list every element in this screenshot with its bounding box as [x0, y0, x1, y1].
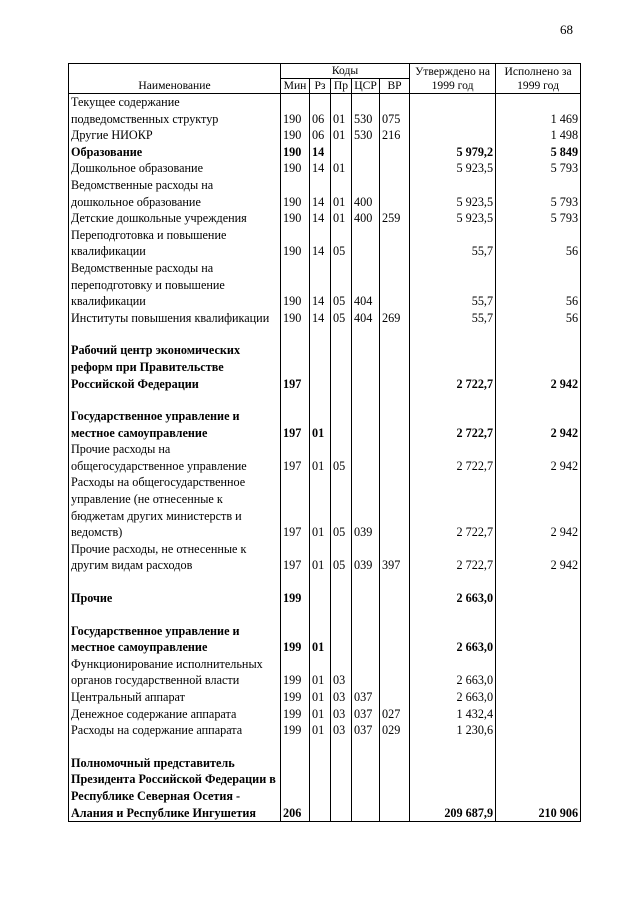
row-vr-code: 027	[380, 706, 410, 723]
row-rz-code: 01	[310, 722, 331, 739]
row-executed-value: 1 498	[496, 127, 581, 144]
row-name: Институты повышения квалификации	[69, 310, 281, 327]
row-name: Государственное управление и местное самоуправление	[69, 408, 281, 441]
row-vr-code: 029	[380, 722, 410, 739]
spacer-cell	[410, 326, 496, 342]
table-row	[69, 342, 581, 392]
row-executed-value: 56	[496, 260, 581, 310]
row-vr-code: 216	[380, 127, 410, 144]
header-pr: Пр	[331, 79, 352, 94]
table-row	[69, 755, 581, 822]
row-approved-value: 55,7	[410, 310, 496, 327]
spacer-cell	[331, 739, 352, 755]
row-rz-code: 14	[310, 227, 331, 260]
row-executed-value: 2 942	[496, 441, 581, 474]
spacer-cell	[380, 574, 410, 590]
row-executed-value	[496, 706, 581, 723]
row-name: Денежное содержание аппарата	[69, 706, 281, 723]
row-approved-value: 55,7	[410, 260, 496, 310]
header-min: Мин	[281, 79, 310, 94]
row-min-code: 197	[281, 541, 310, 574]
row-name: Текущее содержание подведомственных структур	[69, 94, 281, 128]
row-approved-value: 5 923,5	[410, 160, 496, 177]
table-body	[69, 94, 581, 822]
row-name: Рабочий центр экономических реформ при Правительстве Российской Федерации	[69, 342, 281, 392]
row-executed-value: 2 942	[496, 541, 581, 574]
row-approved-value: 5 923,5	[410, 177, 496, 210]
spacer-cell	[310, 607, 331, 623]
row-executed-value: 2 942	[496, 474, 581, 540]
spacer-row	[69, 607, 581, 623]
spacer-cell	[281, 326, 310, 342]
spacer-row	[69, 574, 581, 590]
row-vr-code: 075	[380, 94, 410, 128]
spacer-row	[69, 392, 581, 408]
row-name: Расходы на содержание аппарата	[69, 722, 281, 739]
row-executed-value: 5 793	[496, 177, 581, 210]
spacer-cell	[69, 326, 281, 342]
row-vr-code	[380, 408, 410, 441]
header-approved: Утверждено на 1999 год	[410, 64, 496, 94]
row-pr-code: 05	[331, 227, 352, 260]
spacer-cell	[69, 739, 281, 755]
spacer-cell	[281, 392, 310, 408]
row-min-code: 197	[281, 408, 310, 441]
row-vr-code: 397	[380, 541, 410, 574]
row-pr-code: 03	[331, 656, 352, 689]
row-csr-code: 039	[352, 474, 380, 540]
table-row	[69, 623, 581, 656]
row-name: Ведомственные расходы на переподготовку и повышение квалификации	[69, 260, 281, 310]
row-rz-code: 01	[310, 656, 331, 689]
row-name: Центральный аппарат	[69, 689, 281, 706]
row-min-code: 190	[281, 260, 310, 310]
row-pr-code	[331, 408, 352, 441]
row-rz-code: 14	[310, 210, 331, 227]
row-min-code: 190	[281, 160, 310, 177]
row-executed-value: 5 849	[496, 144, 581, 161]
row-min-code: 199	[281, 623, 310, 656]
spacer-cell	[496, 607, 581, 623]
page-number: 68	[560, 22, 573, 37]
row-vr-code	[380, 260, 410, 310]
row-vr-code	[380, 342, 410, 392]
table-row	[69, 177, 581, 210]
spacer-cell	[496, 326, 581, 342]
spacer-cell	[380, 739, 410, 755]
row-pr-code: 05	[331, 541, 352, 574]
spacer-cell	[310, 326, 331, 342]
row-csr-code	[352, 160, 380, 177]
table-row	[69, 260, 581, 310]
row-csr-code	[352, 755, 380, 822]
row-executed-value: 1 469	[496, 94, 581, 128]
row-rz-code: 14	[310, 310, 331, 327]
row-executed-value	[496, 623, 581, 656]
row-csr-code: 400	[352, 177, 380, 210]
row-pr-code	[331, 590, 352, 607]
spacer-cell	[310, 574, 331, 590]
row-pr-code: 01	[331, 177, 352, 210]
row-pr-code: 03	[331, 706, 352, 723]
budget-table	[68, 63, 581, 822]
header-rz: Рз	[310, 79, 331, 94]
row-pr-code: 01	[331, 160, 352, 177]
row-rz-code: 14	[310, 260, 331, 310]
row-pr-code: 05	[331, 260, 352, 310]
row-approved-value: 2 663,0	[410, 656, 496, 689]
spacer-cell	[352, 574, 380, 590]
row-vr-code	[380, 590, 410, 607]
row-min-code: 190	[281, 127, 310, 144]
row-csr-code: 037	[352, 689, 380, 706]
row-rz-code: 14	[310, 144, 331, 161]
row-min-code: 190	[281, 144, 310, 161]
row-csr-code: 037	[352, 722, 380, 739]
spacer-cell	[352, 326, 380, 342]
row-pr-code: 05	[331, 441, 352, 474]
row-min-code: 190	[281, 227, 310, 260]
row-min-code: 206	[281, 755, 310, 822]
row-pr-code: 01	[331, 94, 352, 128]
row-rz-code: 14	[310, 177, 331, 210]
spacer-row	[69, 739, 581, 755]
row-csr-code: 530	[352, 127, 380, 144]
row-min-code: 190	[281, 177, 310, 210]
row-approved-value: 2 663,0	[410, 689, 496, 706]
row-name: Расходы на общегосударственное управление (не отнесенные к бюджетам других министерств и ведомств)	[69, 474, 281, 540]
row-vr-code	[380, 144, 410, 161]
row-rz-code: 01	[310, 689, 331, 706]
row-name: Другие НИОКР	[69, 127, 281, 144]
row-vr-code	[380, 177, 410, 210]
row-min-code: 199	[281, 689, 310, 706]
row-csr-code	[352, 441, 380, 474]
row-rz-code: 01	[310, 706, 331, 723]
row-executed-value: 56	[496, 310, 581, 327]
row-csr-code: 039	[352, 541, 380, 574]
row-executed-value: 56	[496, 227, 581, 260]
row-min-code: 199	[281, 722, 310, 739]
table-row	[69, 441, 581, 474]
row-pr-code: 05	[331, 474, 352, 540]
spacer-cell	[410, 607, 496, 623]
row-approved-value: 5 923,5	[410, 210, 496, 227]
table-row	[69, 590, 581, 607]
table-row	[69, 144, 581, 161]
row-vr-code: 259	[380, 210, 410, 227]
spacer-cell	[281, 739, 310, 755]
row-approved-value: 2 722,7	[410, 541, 496, 574]
row-min-code: 199	[281, 656, 310, 689]
row-rz-code	[310, 342, 331, 392]
row-approved-value: 2 663,0	[410, 590, 496, 607]
spacer-cell	[310, 739, 331, 755]
spacer-cell	[496, 574, 581, 590]
row-vr-code	[380, 755, 410, 822]
table-row	[69, 474, 581, 540]
row-approved-value: 2 663,0	[410, 623, 496, 656]
row-csr-code	[352, 342, 380, 392]
row-csr-code	[352, 656, 380, 689]
row-executed-value	[496, 656, 581, 689]
row-csr-code	[352, 408, 380, 441]
row-rz-code: 14	[310, 160, 331, 177]
row-approved-value: 209 687,9	[410, 755, 496, 822]
table-row	[69, 160, 581, 177]
table-row	[69, 706, 581, 723]
row-name: Дошкольное образование	[69, 160, 281, 177]
row-name: Полномочный представитель Президента Российской Федерации в Республике Северная Осетия - Алания и Республике Ингушетия	[69, 755, 281, 822]
table-row	[69, 689, 581, 706]
row-min-code: 197	[281, 474, 310, 540]
row-executed-value	[496, 590, 581, 607]
row-min-code: 190	[281, 310, 310, 327]
row-name: Прочие расходы, не отнесенные к другим видам расходов	[69, 541, 281, 574]
row-name: Переподготовка и повышение квалификации	[69, 227, 281, 260]
row-pr-code	[331, 755, 352, 822]
row-approved-value: 5 979,2	[410, 144, 496, 161]
row-rz-code: 06	[310, 94, 331, 128]
row-name: Прочие расходы на общегосударственное управление	[69, 441, 281, 474]
row-min-code: 197	[281, 342, 310, 392]
row-executed-value: 5 793	[496, 210, 581, 227]
table-row	[69, 210, 581, 227]
row-name: Ведомственные расходы на дошкольное образование	[69, 177, 281, 210]
row-rz-code: 01	[310, 408, 331, 441]
table-row	[69, 408, 581, 441]
row-name: Прочие	[69, 590, 281, 607]
spacer-cell	[410, 574, 496, 590]
row-executed-value: 210 906	[496, 755, 581, 822]
spacer-row	[69, 326, 581, 342]
spacer-cell	[331, 607, 352, 623]
row-rz-code	[310, 590, 331, 607]
spacer-cell	[496, 739, 581, 755]
row-approved-value: 1 432,4	[410, 706, 496, 723]
row-rz-code: 01	[310, 474, 331, 540]
spacer-cell	[310, 392, 331, 408]
row-vr-code	[380, 227, 410, 260]
row-rz-code: 06	[310, 127, 331, 144]
row-approved-value: 1 230,6	[410, 722, 496, 739]
spacer-cell	[352, 392, 380, 408]
row-vr-code	[380, 441, 410, 474]
row-min-code: 199	[281, 590, 310, 607]
spacer-cell	[410, 392, 496, 408]
row-pr-code: 01	[331, 127, 352, 144]
row-csr-code	[352, 623, 380, 656]
row-min-code: 190	[281, 210, 310, 227]
header-vr: ВР	[380, 79, 410, 94]
row-executed-value: 2 942	[496, 342, 581, 392]
spacer-cell	[352, 739, 380, 755]
row-name: Функционирование исполнительных органов государственной власти	[69, 656, 281, 689]
row-executed-value: 5 793	[496, 160, 581, 177]
row-rz-code: 01	[310, 441, 331, 474]
spacer-cell	[69, 574, 281, 590]
table-row	[69, 227, 581, 260]
row-csr-code: 400	[352, 210, 380, 227]
spacer-cell	[69, 392, 281, 408]
row-name: Детские дошкольные учреждения	[69, 210, 281, 227]
spacer-cell	[331, 326, 352, 342]
spacer-cell	[496, 392, 581, 408]
table-row	[69, 127, 581, 144]
row-csr-code	[352, 590, 380, 607]
row-pr-code	[331, 623, 352, 656]
spacer-cell	[352, 607, 380, 623]
row-name: Образование	[69, 144, 281, 161]
row-approved-value: 55,7	[410, 227, 496, 260]
row-vr-code	[380, 474, 410, 540]
row-csr-code: 404	[352, 310, 380, 327]
table-row	[69, 656, 581, 689]
row-approved-value: 2 722,7	[410, 342, 496, 392]
header-codes: Коды	[281, 64, 410, 79]
row-min-code: 190	[281, 94, 310, 128]
row-rz-code: 01	[310, 623, 331, 656]
row-name: Государственное управление и местное самоуправление	[69, 623, 281, 656]
row-approved-value	[410, 127, 496, 144]
spacer-cell	[331, 392, 352, 408]
row-csr-code: 404	[352, 260, 380, 310]
row-csr-code	[352, 227, 380, 260]
spacer-cell	[380, 392, 410, 408]
row-vr-code	[380, 623, 410, 656]
row-csr-code: 530	[352, 94, 380, 128]
spacer-cell	[410, 739, 496, 755]
row-approved-value: 2 722,7	[410, 474, 496, 540]
row-min-code: 197	[281, 441, 310, 474]
table-row	[69, 541, 581, 574]
row-pr-code: 03	[331, 689, 352, 706]
row-executed-value: 2 942	[496, 408, 581, 441]
row-executed-value	[496, 722, 581, 739]
row-pr-code: 03	[331, 722, 352, 739]
spacer-cell	[380, 326, 410, 342]
row-pr-code: 01	[331, 210, 352, 227]
row-executed-value	[496, 689, 581, 706]
row-csr-code: 037	[352, 706, 380, 723]
row-vr-code	[380, 656, 410, 689]
header-executed: Исполнено за 1999 год	[496, 64, 581, 94]
row-rz-code	[310, 755, 331, 822]
row-vr-code: 269	[380, 310, 410, 327]
header-name: Наименование	[69, 64, 281, 94]
spacer-cell	[69, 607, 281, 623]
header-csr: ЦСР	[352, 79, 380, 94]
table-row	[69, 94, 581, 128]
row-pr-code	[331, 144, 352, 161]
row-csr-code	[352, 144, 380, 161]
row-pr-code: 05	[331, 310, 352, 327]
table-row	[69, 722, 581, 739]
row-approved-value	[410, 94, 496, 128]
row-vr-code	[380, 689, 410, 706]
spacer-cell	[281, 574, 310, 590]
row-pr-code	[331, 342, 352, 392]
spacer-cell	[380, 607, 410, 623]
row-approved-value: 2 722,7	[410, 408, 496, 441]
row-vr-code	[380, 160, 410, 177]
row-min-code: 199	[281, 706, 310, 723]
table-row	[69, 310, 581, 327]
row-approved-value: 2 722,7	[410, 441, 496, 474]
row-rz-code: 01	[310, 541, 331, 574]
spacer-cell	[281, 607, 310, 623]
spacer-cell	[331, 574, 352, 590]
